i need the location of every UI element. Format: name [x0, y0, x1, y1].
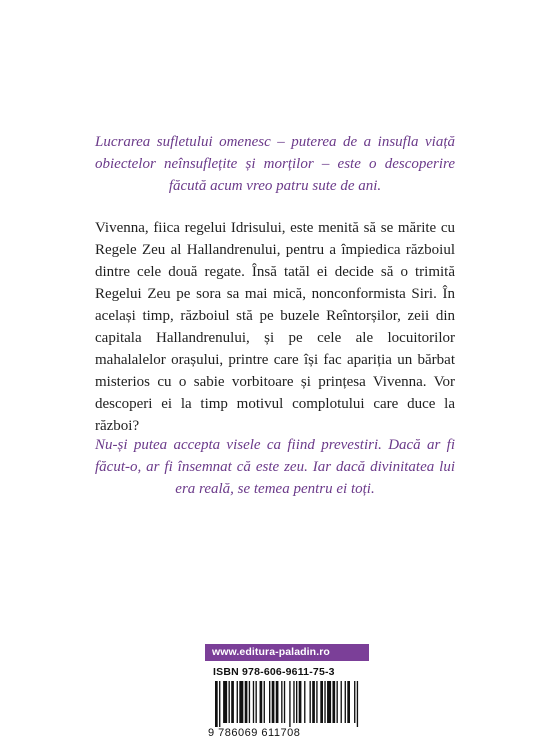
barcode-bar — [256, 681, 257, 723]
barcode-bar — [357, 681, 358, 727]
barcode-bar — [293, 681, 294, 723]
barcode-bar — [312, 681, 315, 723]
barcode-bar — [354, 681, 355, 723]
barcode-bar — [304, 681, 305, 723]
barcode-bar — [324, 681, 325, 723]
barcode-bar — [253, 681, 254, 723]
barcode-bar — [337, 681, 338, 723]
barcode-number: 9 786069 611708 — [208, 727, 301, 739]
top-quote: Lucrarea sufletului omenesc – puterea de a insufla viață obiectelor neînsuflețite și morților – este o descoperire făcută acum vreo patru sute de ani. — [95, 134, 455, 194]
publisher-website: www.editura-paladin.ro — [205, 644, 369, 661]
barcode-bar — [264, 681, 265, 723]
barcode-bar — [269, 681, 270, 723]
isbn-number: ISBN 978-606-9611-75-3 — [213, 666, 335, 678]
barcode-bar — [345, 681, 346, 723]
barcode-bar — [237, 681, 238, 723]
synopsis-text: Vivenna, fiica regelui Idrisului, este menită să se mărite cu Regele Zeu al Hallandrenului, pentru a împiedica războiul dintre cele două regate. Însă tatăl ei decide să o trimită Regelui Zeu pe sora sa mai mică, nonconformista Siri. În același timp, războiul stă pe buzele Reîntorșilor, zeii din capitala Hallandrenului, și pe cele ale locuitorilor mahalalelor orașului, printre care își fac apariția un bărbat misterios cu o sabie vorbitoare și prințesa Vivenna. Vor descoperi ei la timp motivul complotului care duce la război? — [95, 220, 455, 434]
barcode-bar — [341, 681, 342, 723]
bottom-quote: Nu-și putea accepta visele ca fiind prevestiri. Dacă ar fi făcut-o, ar fi însemnat că este zeu. Iar dacă divinitatea lui era reală, se temea pentru ei toți. — [95, 437, 455, 497]
barcode-image — [205, 681, 369, 727]
barcode-bar — [316, 681, 317, 723]
isbn-barcode-block — [205, 644, 369, 740]
barcode-bar — [320, 681, 323, 723]
barcode-bar — [281, 681, 282, 723]
barcode-bar — [229, 681, 230, 723]
barcode-bar — [260, 681, 263, 723]
barcode-bar — [215, 681, 218, 727]
barcode-bar — [223, 681, 227, 723]
barcode-bar — [276, 681, 279, 723]
barcode-bar — [296, 681, 297, 723]
barcode-bar — [284, 681, 285, 723]
barcode-bar — [219, 681, 220, 727]
barcode-bar — [332, 681, 335, 723]
barcode-bar — [239, 681, 243, 723]
barcode-bar — [245, 681, 248, 723]
barcode-bar — [289, 681, 290, 727]
barcode-bar — [310, 681, 311, 723]
barcode-bar — [272, 681, 275, 723]
barcode-bar — [299, 681, 302, 723]
barcode-bar — [231, 681, 234, 723]
barcode-bar — [347, 681, 350, 723]
barcode-bar — [249, 681, 250, 723]
barcode-bar — [327, 681, 331, 723]
